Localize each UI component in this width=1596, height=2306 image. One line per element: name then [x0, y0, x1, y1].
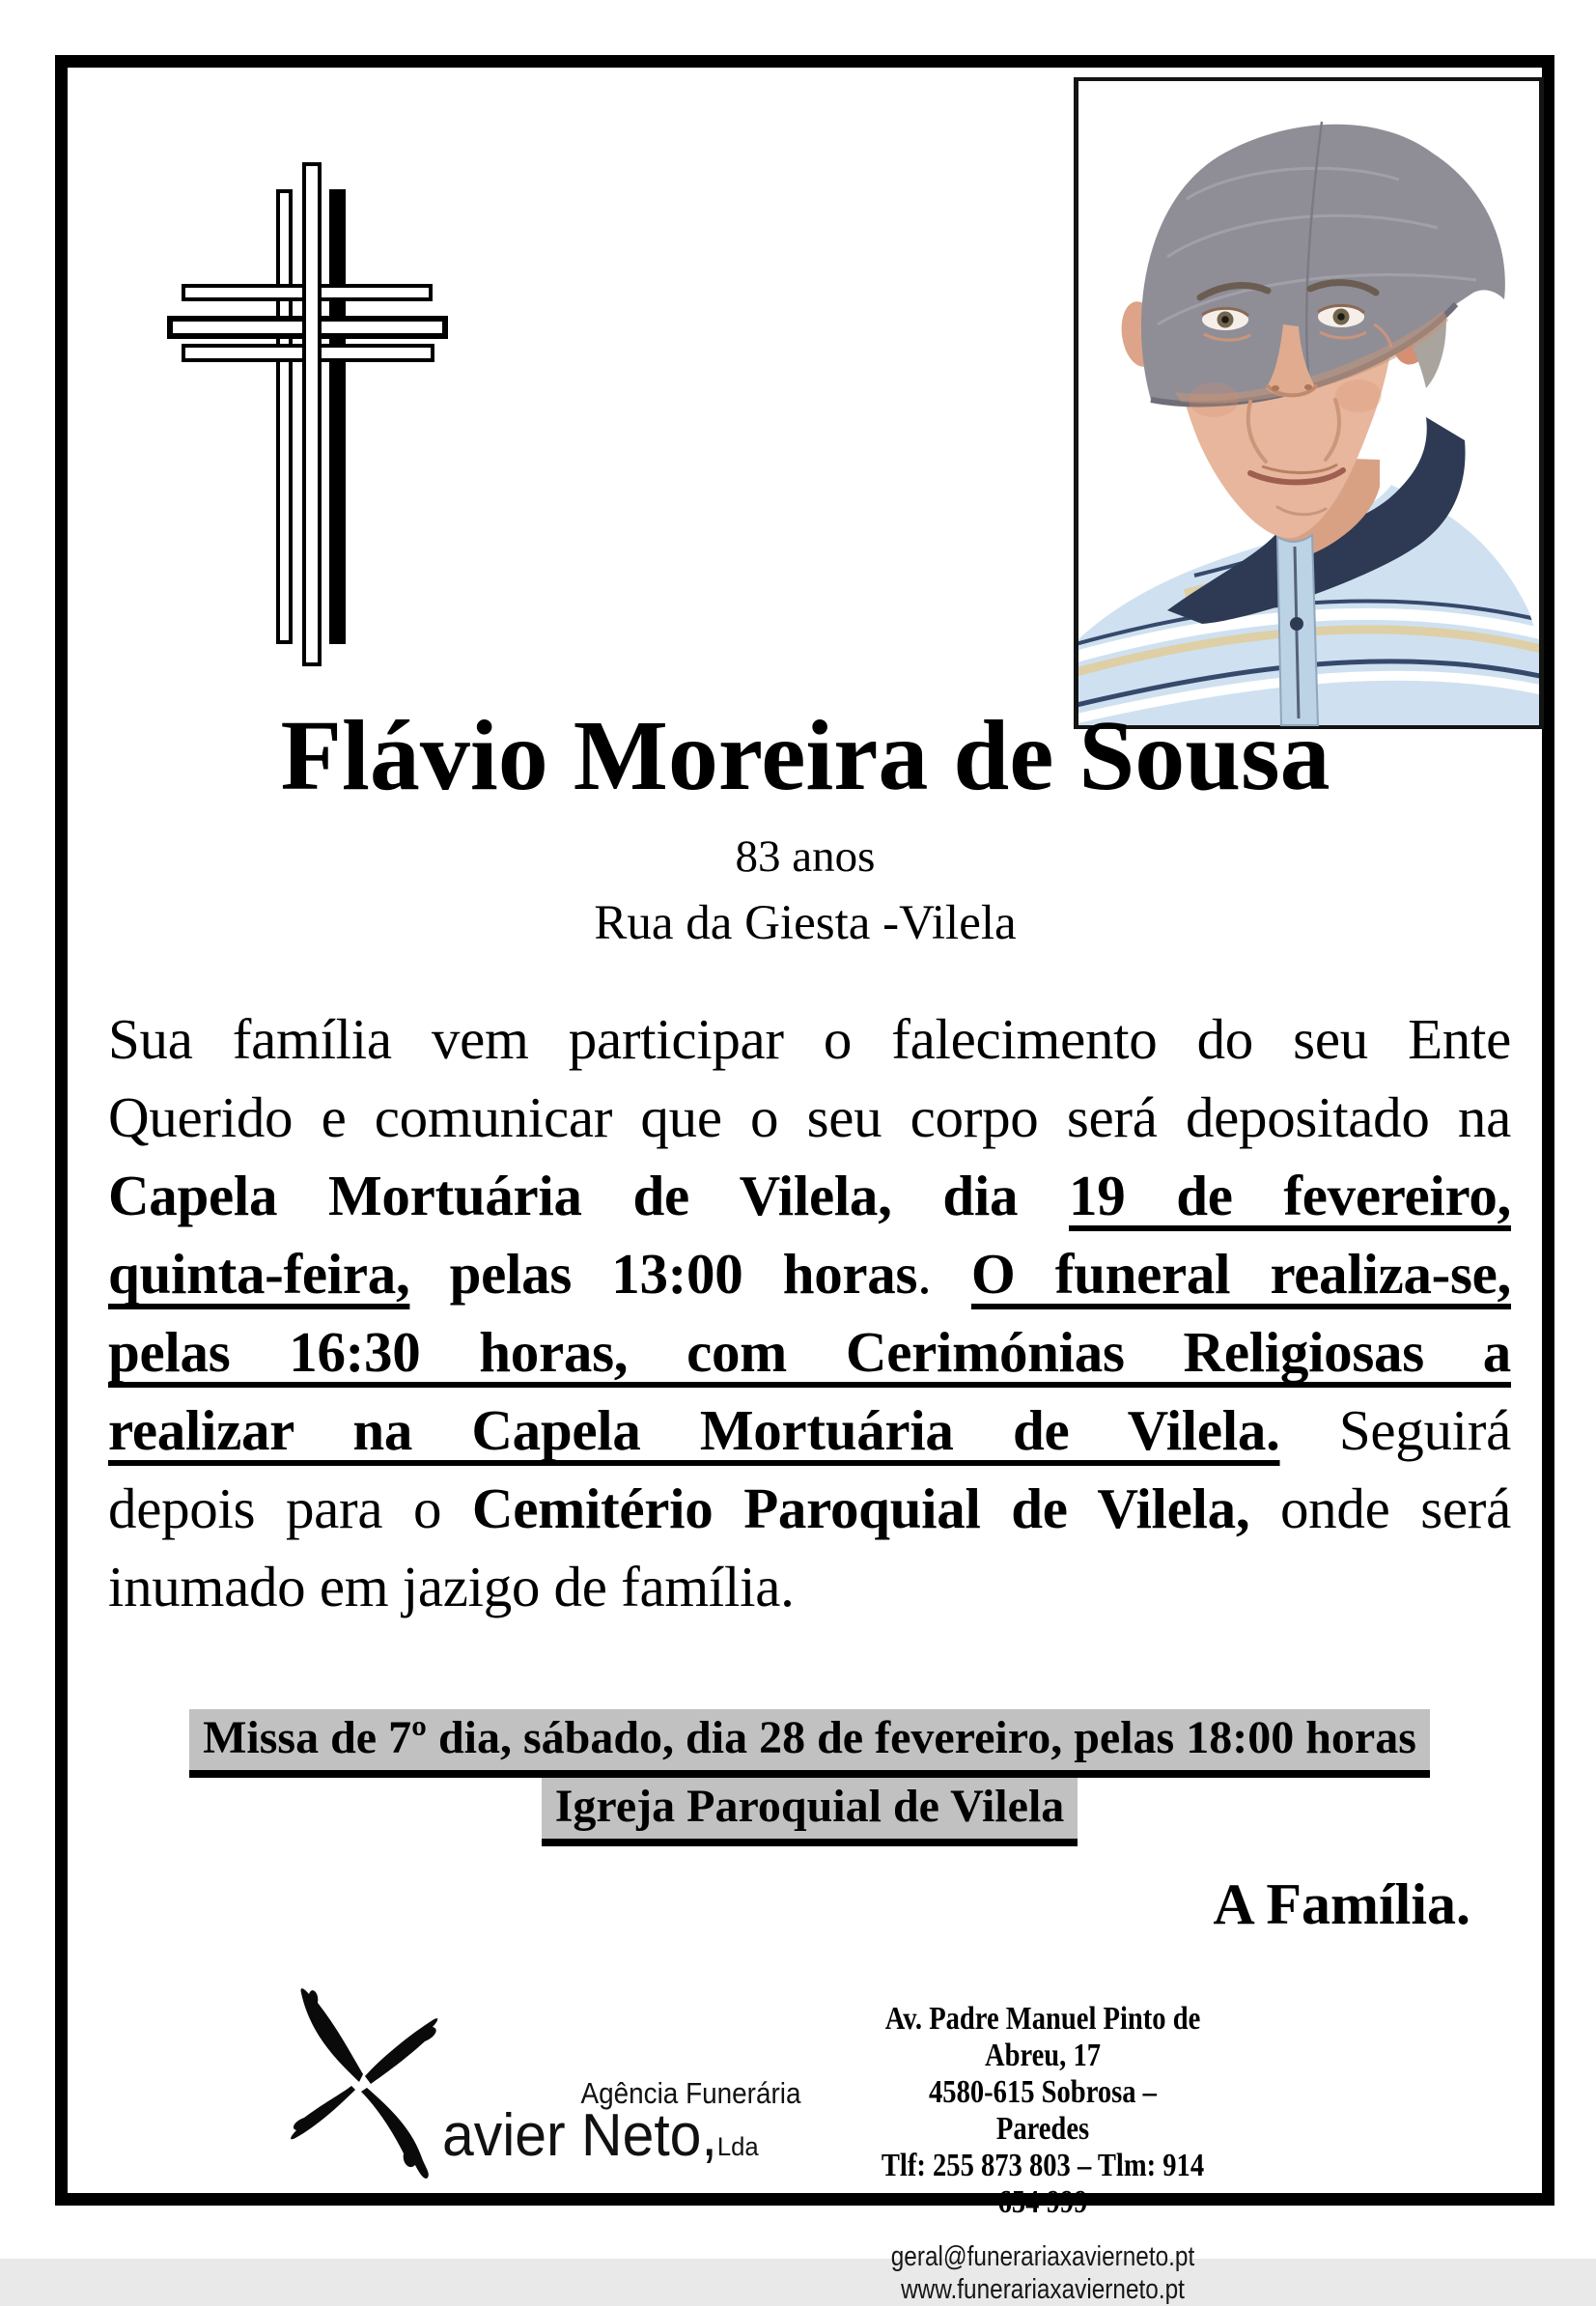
announcement-text — [108, 1000, 1511, 1626]
mass-notice-line2: Igreja Paroquial de Vilela — [542, 1778, 1078, 1846]
deceased-name: Flávio Moreira de Sousa — [280, 700, 1330, 811]
deceased-age: 83 anos — [735, 831, 876, 882]
announcement-line: depois para o Cemitério Paroquial de Vilela, onde será — [108, 1476, 1511, 1540]
xavier-neto-x-logo-icon — [278, 1982, 442, 2186]
deceased-address: Rua da Giesta -Vilela — [594, 896, 1017, 950]
announcement-line: Querido e comunicar que o seu corpo será depositado na — [108, 1085, 1511, 1149]
agency-name — [442, 2103, 759, 2169]
announcement-line: Sua família vem participar o falecimento do seu Ente — [108, 1007, 1511, 1071]
family-signature: A Família. — [1213, 1872, 1470, 1936]
agency-email: geral@funerariaxavierneto.pt — [890, 2241, 1195, 2272]
announcement-line: pelas 16:30 horas, com Cerimónias Religiosas a — [108, 1320, 1511, 1384]
announcement-line: quinta-feira, pelas 13:00 horas. O funeral realiza-se, — [108, 1242, 1512, 1306]
agency-name-suffix: Lda — [716, 2132, 759, 2161]
agency-street-address: Av. Padre Manuel Pinto de Abreu, 17 — [884, 2001, 1201, 2073]
agency-name-text: avier Neto, — [442, 2102, 717, 2169]
mass-notice — [108, 1709, 1511, 1846]
mass-notice-line1: Missa de 7º dia, sábado, dia 28 de fevereiro, pelas 18:00 horas — [189, 1709, 1430, 1778]
announcement-line: realizar na Capela Mortuária de Vilela. Seguirá — [108, 1398, 1511, 1462]
agency-postal-address: 4580-615 Sobrosa – Paredes — [929, 2074, 1157, 2147]
agency-phones: Tlf: 255 873 803 – Tlm: 914 654 999 — [881, 2148, 1205, 2220]
announcement-line: Capela Mortuária de Vilela, dia 19 de fevereiro, — [108, 1164, 1511, 1227]
announcement-line: inumado em jazigo de família. — [108, 1555, 795, 1618]
agency-website: www.funerariaxavierneto.pt — [901, 2274, 1185, 2305]
contact-block — [881, 2001, 1205, 2306]
agency-label: Agência Funerária — [580, 2076, 801, 2110]
portrait-illustration — [1078, 82, 1539, 724]
portrait-photo — [1074, 77, 1544, 729]
cross-icon — [167, 157, 449, 679]
